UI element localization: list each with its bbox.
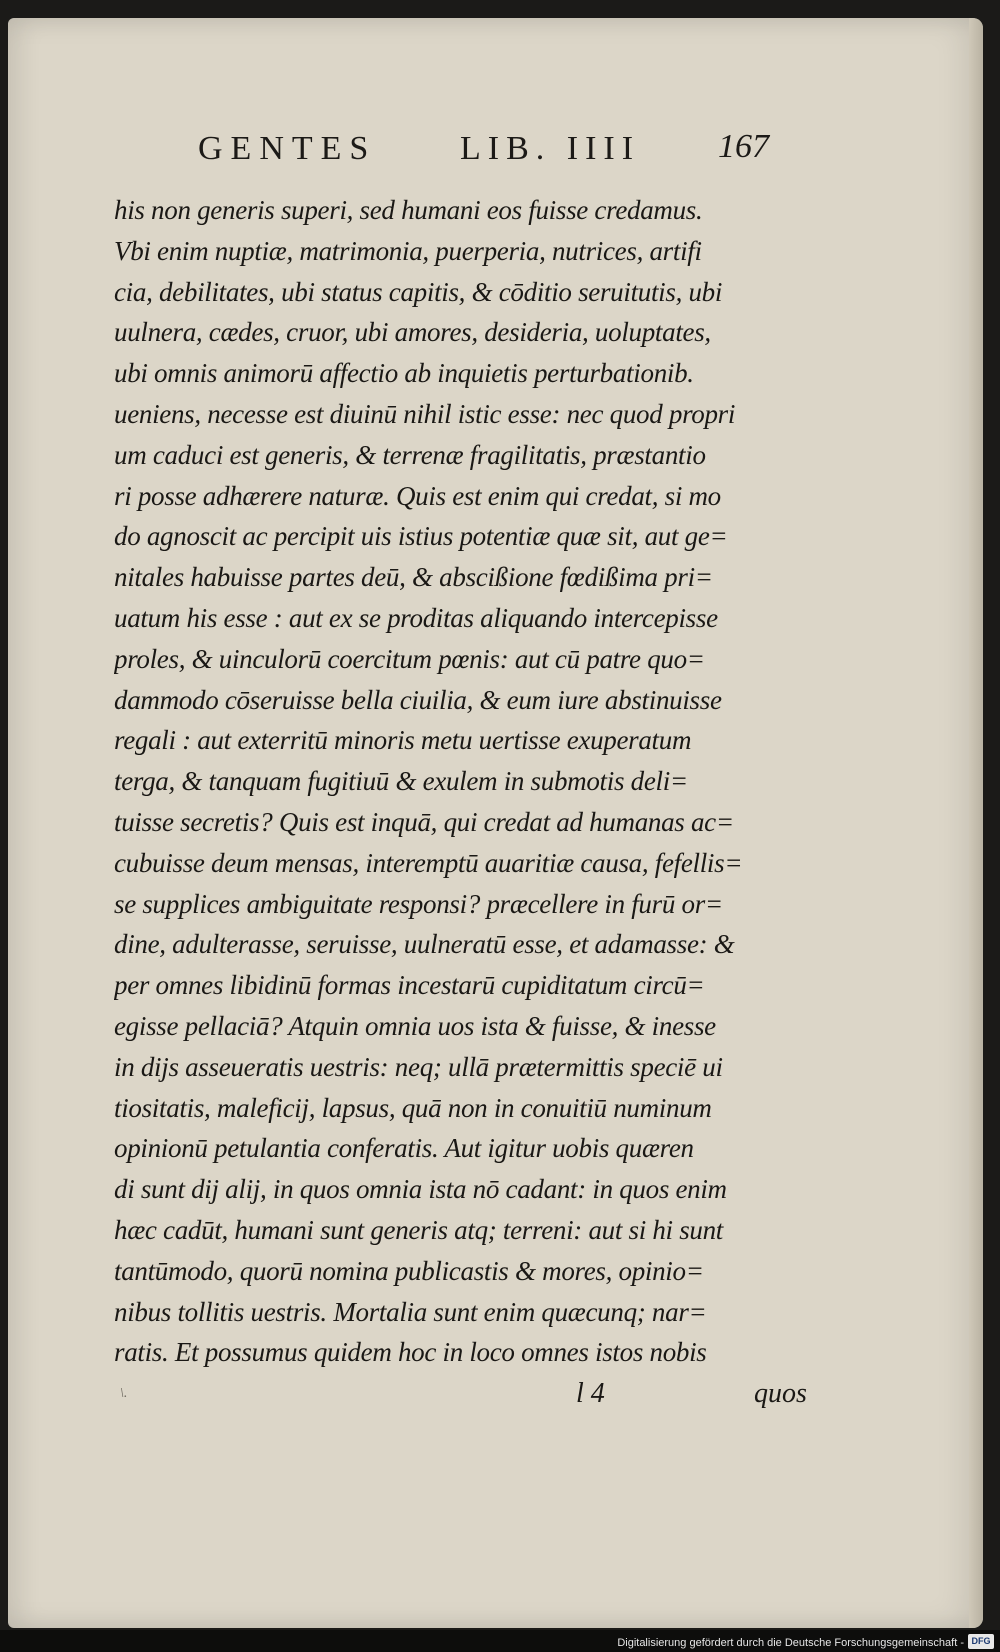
- text-line: cubuisse deum mensas, interemptū auaritiæ causa, fefellis=: [114, 847, 743, 878]
- text-line: di sunt dij alij, in quos omnia ista nō cadant: in quos enim: [114, 1174, 727, 1205]
- text-line: um caduci est generis, & terrenæ fragilitatis, præstantio: [114, 439, 706, 470]
- text-line: regali : aut exterritū minoris metu uertisse exuperatum: [114, 725, 692, 756]
- header-center: LIB. IIII: [460, 130, 641, 167]
- text-line: ratis. Et possumus quidem hoc in loco omnes istos nobis: [114, 1337, 707, 1368]
- text-line: his non generis superi, sed humani eos fuisse credamus.: [114, 195, 703, 225]
- text-line: opinionū petulantia conferatis. Aut igitur uobis quæren: [114, 1133, 694, 1164]
- page-number: 167: [718, 128, 769, 165]
- page-edge: [969, 18, 983, 1628]
- text-line: Vbi enim nuptiæ, matrimonia, puerperia, nutrices, artifi: [114, 235, 702, 266]
- text-line: nitales habuisse partes deū, & abscißione fœdißima pri=: [114, 562, 713, 593]
- text-line: hæc cadūt, humani sunt generis atq; terreni: aut si hi sunt: [114, 1214, 724, 1245]
- text-line: tuisse secretis? Quis est inquā, qui credat ad humanas ac=: [114, 806, 734, 837]
- funding-credit: Digitalisierung gefördert durch die Deutsche Forschungsgemeinschaft -: [617, 1637, 964, 1649]
- text-line: dammodo cōseruisse bella ciuilia, & eum iure abstinuisse: [114, 684, 722, 715]
- text-line: do agnoscit ac percipit uis istius potentiæ quæ sit, aut ge=: [114, 521, 728, 552]
- page-footer: [114, 1378, 814, 1418]
- text-line: egisse pellaciā? Atquin omnia uos ista & fuisse, & inesse: [114, 1010, 716, 1041]
- text-line: terga, & tanquam fugitiuū & exulem in submotis deli=: [114, 766, 688, 797]
- body-text: [114, 190, 814, 1373]
- catchword: quos: [754, 1378, 807, 1409]
- book-page: [8, 18, 983, 1628]
- text-line: tantūmodo, quorū nomina publicastis & mores, opinio=: [114, 1255, 704, 1286]
- credit-bar: [0, 1630, 1000, 1652]
- text-line: dine, adulterasse, seruisse, uulneratū esse, et adamasse: &: [114, 929, 735, 960]
- text-line: uulnera, cædes, cruor, ubi amores, desideria, uoluptates,: [114, 317, 711, 348]
- dfg-logo-icon: DFG: [968, 1634, 994, 1649]
- text-line: uatum his esse : aut ex se proditas aliquando intercepisse: [114, 602, 718, 633]
- text-line: ueniens, necesse est diuinū nihil istic esse: nec quod propri: [114, 398, 736, 429]
- text-line: cia, debilitates, ubi status capitis, & cōditio seruitutis, ubi: [114, 276, 723, 307]
- stray-mark: \.: [120, 1386, 128, 1401]
- signature-mark: l 4: [576, 1378, 605, 1409]
- running-header: [188, 130, 808, 190]
- text-line: ri posse adhærere naturæ. Quis est enim qui credat, si mo: [114, 480, 721, 511]
- text-line: tiositatis, maleficij, lapsus, quā non in conuitiū numinum: [114, 1092, 712, 1123]
- text-line: se supplices ambiguitate responsi? præcellere in furū or=: [114, 888, 723, 919]
- text-line: nibus tollitis uestris. Mortalia sunt enim quæcunq; nar=: [114, 1296, 707, 1327]
- text-line: ubi omnis animorū affectio ab inquietis perturbationib.: [114, 358, 694, 389]
- text-line: per omnes libidinū formas incestarū cupiditatum circū=: [114, 970, 705, 1001]
- text-line: in dijs asseueratis uestris: neq; ullā prætermittis speciē ui: [114, 1051, 723, 1082]
- text-line: proles, & uinculorū coercitum pœnis: aut cū patre quo=: [114, 643, 705, 674]
- header-left: GENTES: [198, 130, 377, 167]
